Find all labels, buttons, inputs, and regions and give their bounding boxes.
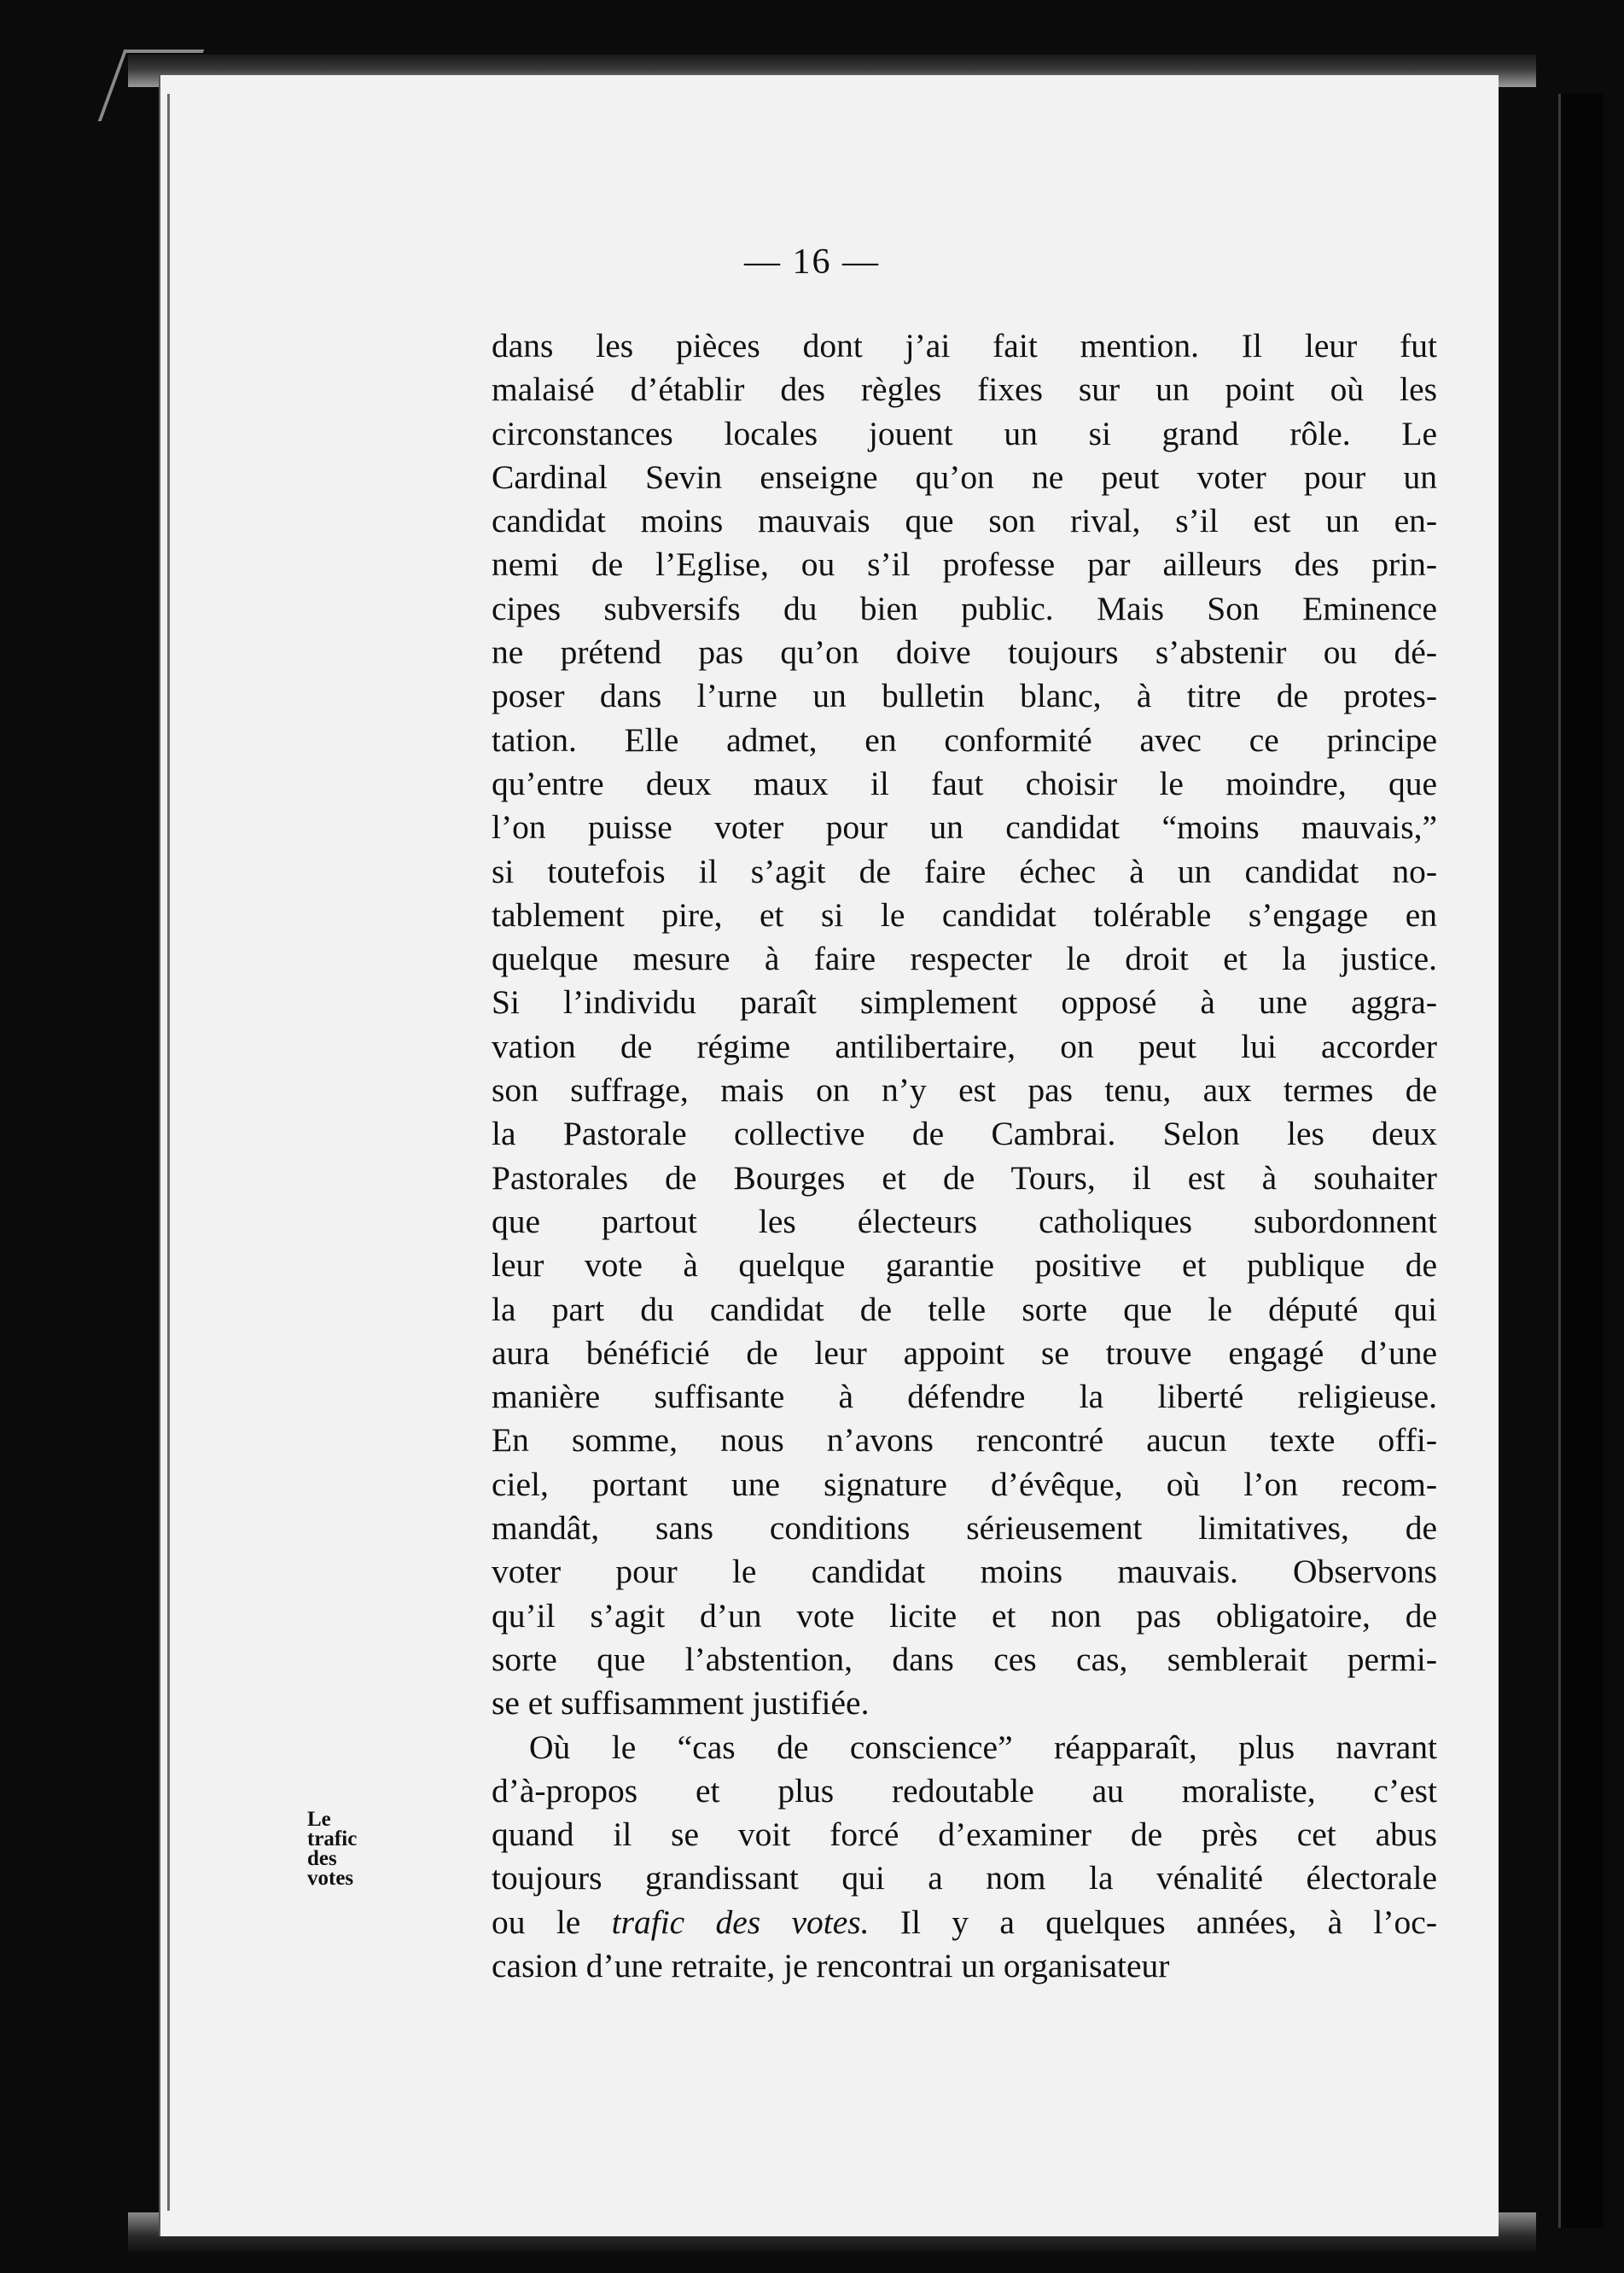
text-line: toujours grandissant qui a nom la vénalité électorale — [492, 1859, 1437, 1897]
text-line: Cardinal Sevin enseigne qu’on ne peut voter pour un — [492, 458, 1437, 496]
text-line: candidat moins mauvais que son rival, s’il est un en- — [492, 502, 1437, 540]
marginal-note-word: trafic — [307, 1827, 358, 1850]
text-line: Où le “cas de conscience” réapparaît, plus navrant — [529, 1728, 1437, 1766]
text-line: En somme, nous n’avons rencontré aucun texte offi- — [492, 1421, 1437, 1460]
text-line — [492, 1901, 1437, 1944]
text-line: sorte que l’abstention, dans ces cas, semblerait permi- — [492, 1640, 1437, 1678]
text-line: la part du candidat de telle sorte que le député qui — [492, 1290, 1437, 1328]
text-line: aura bénéficié de leur appoint se trouve engagé d’une — [492, 1333, 1437, 1372]
marginal-note-word: des — [307, 1847, 337, 1870]
text-line: circonstances locales jouent un si grand rôle. Le — [492, 414, 1437, 452]
text-line: Si l’individu paraît simplement opposé à une aggra- — [492, 983, 1437, 1022]
text-line: mandât, sans conditions sérieusement limitatives, de — [492, 1509, 1437, 1547]
text-line: ciel, portant une signature d’évêque, où l’on recom- — [492, 1465, 1437, 1503]
text-line: nemi de l’Eglise, ou s’il professe par ailleurs des prin- — [492, 545, 1437, 584]
marginal-note — [307, 1810, 401, 1888]
text-line: cipes subversifs du bien public. Mais Son Eminence — [492, 589, 1437, 627]
text-line: si toutefois il s’agit de faire échec à un candidat no- — [492, 852, 1437, 890]
text-line: tablement pire, et si le candidat tolérable s’engage en — [492, 895, 1437, 934]
marginal-note-word: Le — [307, 1808, 331, 1831]
text-line: la Pastorale collective de Cambrai. Selon les deux — [492, 1115, 1437, 1153]
paragraph-1 — [492, 324, 1437, 1726]
text-line: tation. Elle admet, en conformité avec ce principe — [492, 720, 1437, 759]
text-line: l’on puisse voter pour un candidat “moins mauvais,” — [492, 808, 1437, 847]
paragraph-2 — [492, 1726, 1437, 1989]
text-line: voter pour le candidat moins mauvais. Observons — [492, 1553, 1437, 1591]
text-line: Pastorales de Bourges et de Tours, il est à souhaiter — [492, 1158, 1437, 1197]
text-line: dans les pièces dont j’ai fait mention. Il leur fut — [492, 327, 1437, 364]
body-text — [492, 324, 1437, 1988]
text-line: d’à-propos et plus redoutable au moraliste, c’est — [492, 1771, 1437, 1810]
text-line: poser dans l’urne un bulletin blanc, à titre de protes- — [492, 677, 1437, 715]
text-line: malaisé d’établir des règles fixes sur un point où les — [492, 370, 1437, 409]
text-line: que partout les électeurs catholiques subordonnent — [492, 1202, 1437, 1240]
scan-right-edge — [1558, 94, 1604, 2228]
text-line: se et suffisamment justifiée. — [492, 1684, 870, 1722]
text-line: quelque mesure à faire respecter le droit et la justice. — [492, 940, 1437, 978]
text-line: manière suffisante à défendre la liberté religieuse. — [492, 1378, 1437, 1416]
text-run: Il y a quelques années, à l’oc- — [869, 1903, 1437, 1941]
text-line: leur vote à quelque garantie positive et publique de — [492, 1246, 1437, 1285]
text-line: vation de régime antilibertaire, on peut lui accorder — [492, 1027, 1437, 1065]
text-line: casion d’une retraite, je rencontrai un organisateur — [492, 1946, 1170, 1985]
page-left-border — [167, 94, 170, 2211]
text-line: qu’il s’agit d’un vote licite et non pas obligatoire, de — [492, 1596, 1437, 1635]
text-line: quand il se voit forcé d’examiner de près cet abus — [492, 1815, 1437, 1854]
text-run: ou le — [492, 1903, 612, 1941]
text-line: ne prétend pas qu’on doive toujours s’abstenir ou dé- — [492, 633, 1437, 672]
text-line: son suffrage, mais on n’y est pas tenu, aux termes de — [492, 1071, 1437, 1110]
text-line: qu’entre deux maux il faut choisir le moindre, que — [492, 764, 1437, 802]
page-number: — 16 — — [744, 242, 880, 282]
marginal-note-word: votes — [307, 1867, 354, 1890]
italic-phrase: trafic des votes. — [611, 1903, 870, 1941]
